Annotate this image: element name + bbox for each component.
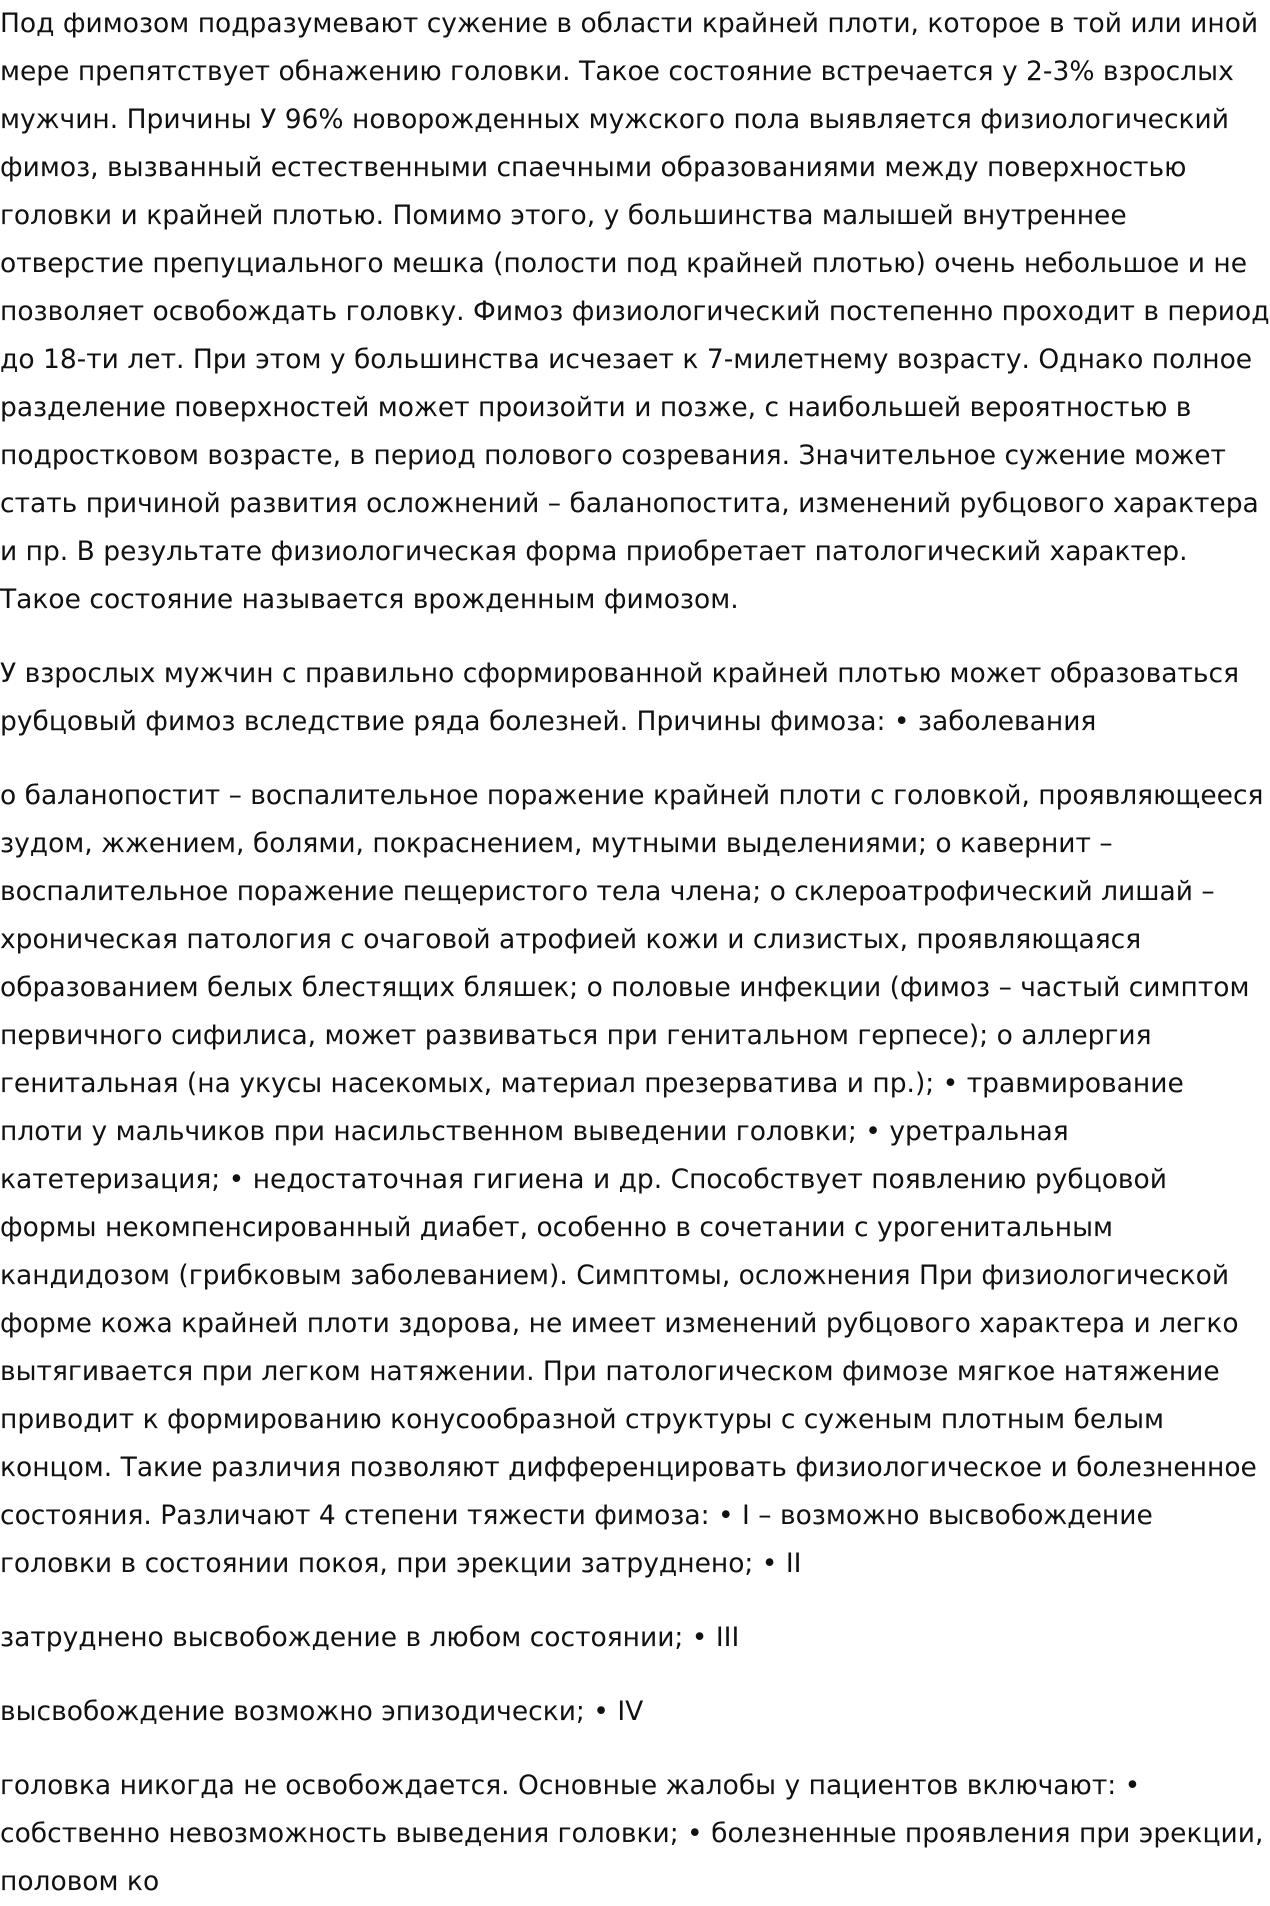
paragraph-degree-4: высвобождение возможно эпизодически; • IV (0, 1696, 644, 1727)
paragraph-diseases-symptoms: о баланопостит – воспалительное поражение крайней плоти с головкой, проявляющееся зудом, жжением, болями, покраснением, мутными выделениями; о кавернит – воспалительное поражение пещеристого тела члена; о склероатрофический лишай – хроническая патология с очаговой атрофией кожи и слизистых, проявляющаяся образованием белых блестящих бляшек; о половые инфекции (фимоз – частый симптом первичного сифилиса, может развиваться при генитальном герпесе); о аллергия генитальная (на укусы насекомых, материал презерватива и пр.); • травмирование плоти у мальчиков при насильственном выведении головки; • уретральная катетеризация; • недостаточная гигиена и др. Способствует появлению рубцовой формы некомпенсированный диабет, особенно в сочетании с урогенитальным кандидозом (грибковым заболеванием). Симптомы, осложнения При физиологической форме кожа крайней плоти здорова, не имеет изменений рубцового характера и легко вытягивается при легком натяжении. При патологическом фимозе мягкое натяжение приводит к формированию конусообразной структуры с суженым плотным белым концом. Такие различия позволяют дифференцировать физиологическое и болезненное состояния. Различают 4 степени тяжести фимоза: • I – возможно высвобождение головки в состоянии покоя, при эрекции затруднено; • II (0, 780, 1264, 1579)
paragraph-degree-3: затруднено высвобождение в любом состоянии; • III (0, 1622, 740, 1653)
paragraph-adult-causes: У взрослых мужчин с правильно сформированной крайней плотью может образоваться рубцовый фимоз вследствие ряда болезней. Причины фимоза: • заболевания (0, 658, 1240, 737)
paragraph-complaints: головка никогда не освобождается. Основные жалобы у пациентов включают: • собственно невозможность выведения головки; • болезненные проявления при эрекции, половом ко (0, 1770, 1264, 1897)
paragraph-phimosis-definition: Под фимозом подразумевают сужение в области крайней плоти, которое в той или иной мере препятствует обнажению головки. Такое состояние встречается у 2-3% взрослых мужчин. Причины У 96% новорожденных мужского пола выявляется физиологический фимоз, вызванный естественными спаечными образованиями между поверхностью головки и крайней плотью. Помимо этого, у большинства малышей внутреннее отверстие препуциального мешка (полости под крайней плотью) очень небольшое и не позволяет освобождать головку. Фимоз физиологический постепенно проходит в период до 18-ти лет. При этом у большинства исчезает к 7-милетнему возрасту. Однако полное разделение поверхностей может произойти и позже, с наибольшей вероятностью в подростковом возрасте, в период полового созревания. Значительное сужение может стать причиной развития осложнений – баланопостита, изменений рубцового характера и пр. В результате физиологическая форма приобретает патологический характер. Такое состояние называется врожденным фимозом. (0, 8, 1270, 615)
